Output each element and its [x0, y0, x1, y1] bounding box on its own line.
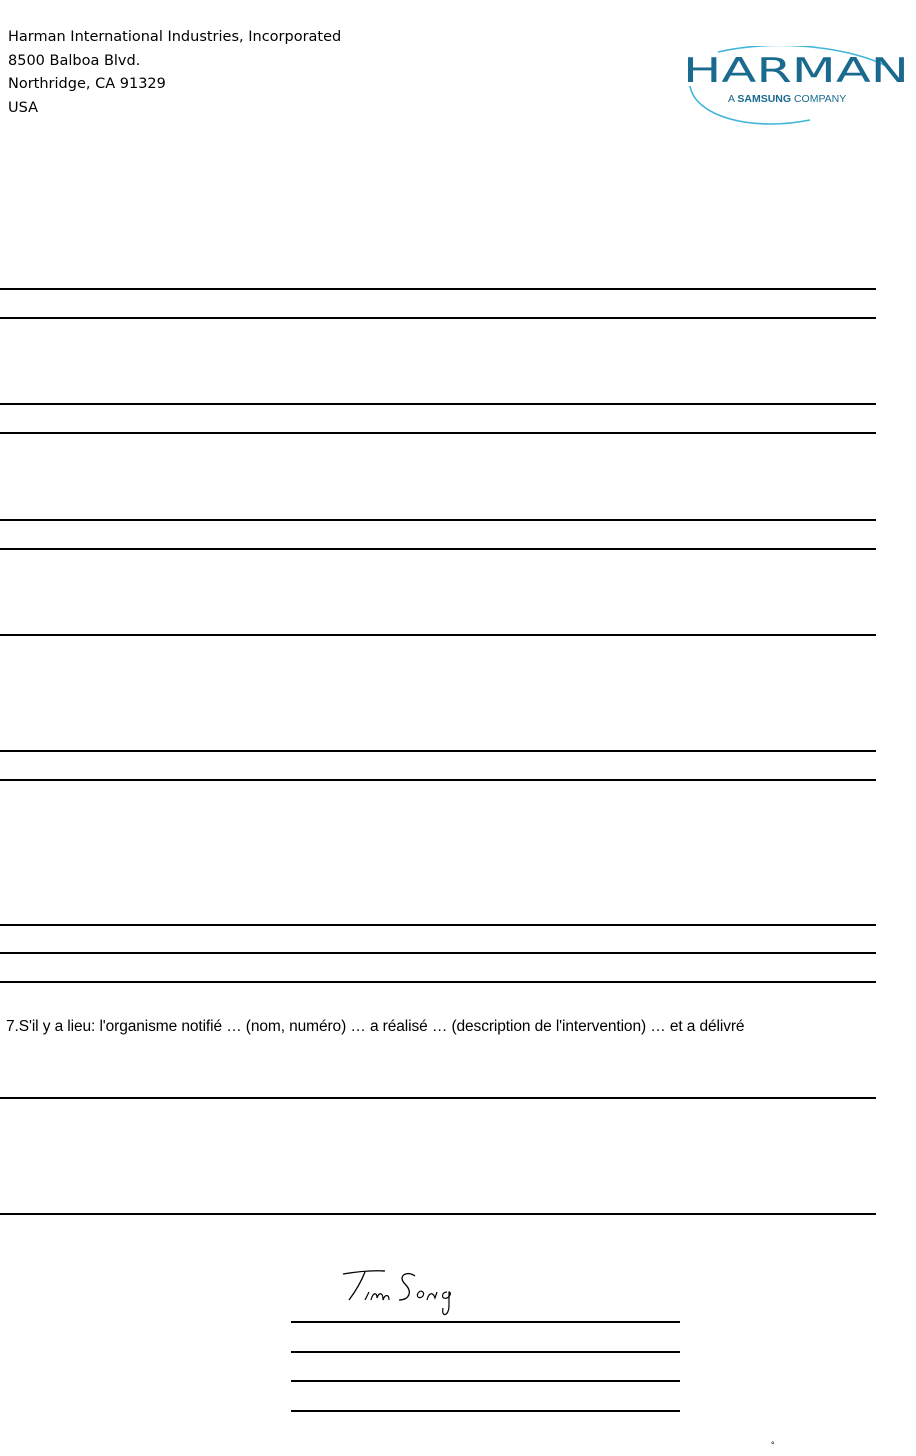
rule-7 [0, 634, 876, 636]
logo-brand: HARMAN [683, 51, 909, 91]
address-line-company: Harman International Industries, Incorporated [8, 29, 342, 45]
rule-12 [0, 981, 876, 983]
rule-10 [0, 924, 876, 926]
rule-1 [0, 288, 876, 290]
company-address [8, 26, 341, 120]
signature-rule-4 [291, 1410, 680, 1412]
logo-swoosh-lower [690, 86, 810, 124]
rule-4 [0, 432, 876, 434]
harman-logo [680, 46, 912, 130]
rule-13 [0, 1097, 876, 1099]
rule-11 [0, 952, 876, 954]
address-line-city: Northridge, CA 91329 [8, 76, 166, 92]
rule-5 [0, 519, 876, 521]
logo-tagline-prefix: A [728, 93, 735, 105]
rule-3 [0, 403, 876, 405]
signature-rule-3 [291, 1380, 680, 1382]
signature-rule-1 [291, 1321, 680, 1323]
section-7-notified-body: 7.S'il y a lieu: l'organisme notifié … (nom, numéro) … a réalisé … (description de l'intervention) … et a délivré [6, 1018, 745, 1035]
rule-9 [0, 779, 876, 781]
footer-mark: ° [771, 1440, 775, 1450]
logo-tagline-brand: SAMSUNG [737, 93, 792, 105]
address-line-street: 8500 Balboa Blvd. [8, 52, 141, 69]
rule-6 [0, 548, 876, 550]
rule-14 [0, 1213, 876, 1215]
signature-rule-2 [291, 1351, 680, 1353]
svg-text:A SAMSUNG COMPANY [728, 93, 846, 105]
logo-tagline-suffix: COMPANY [793, 93, 847, 105]
signature-tim-song [335, 1262, 475, 1322]
address-line-country: USA [8, 99, 39, 116]
rule-8 [0, 750, 876, 752]
rule-2 [0, 317, 876, 319]
